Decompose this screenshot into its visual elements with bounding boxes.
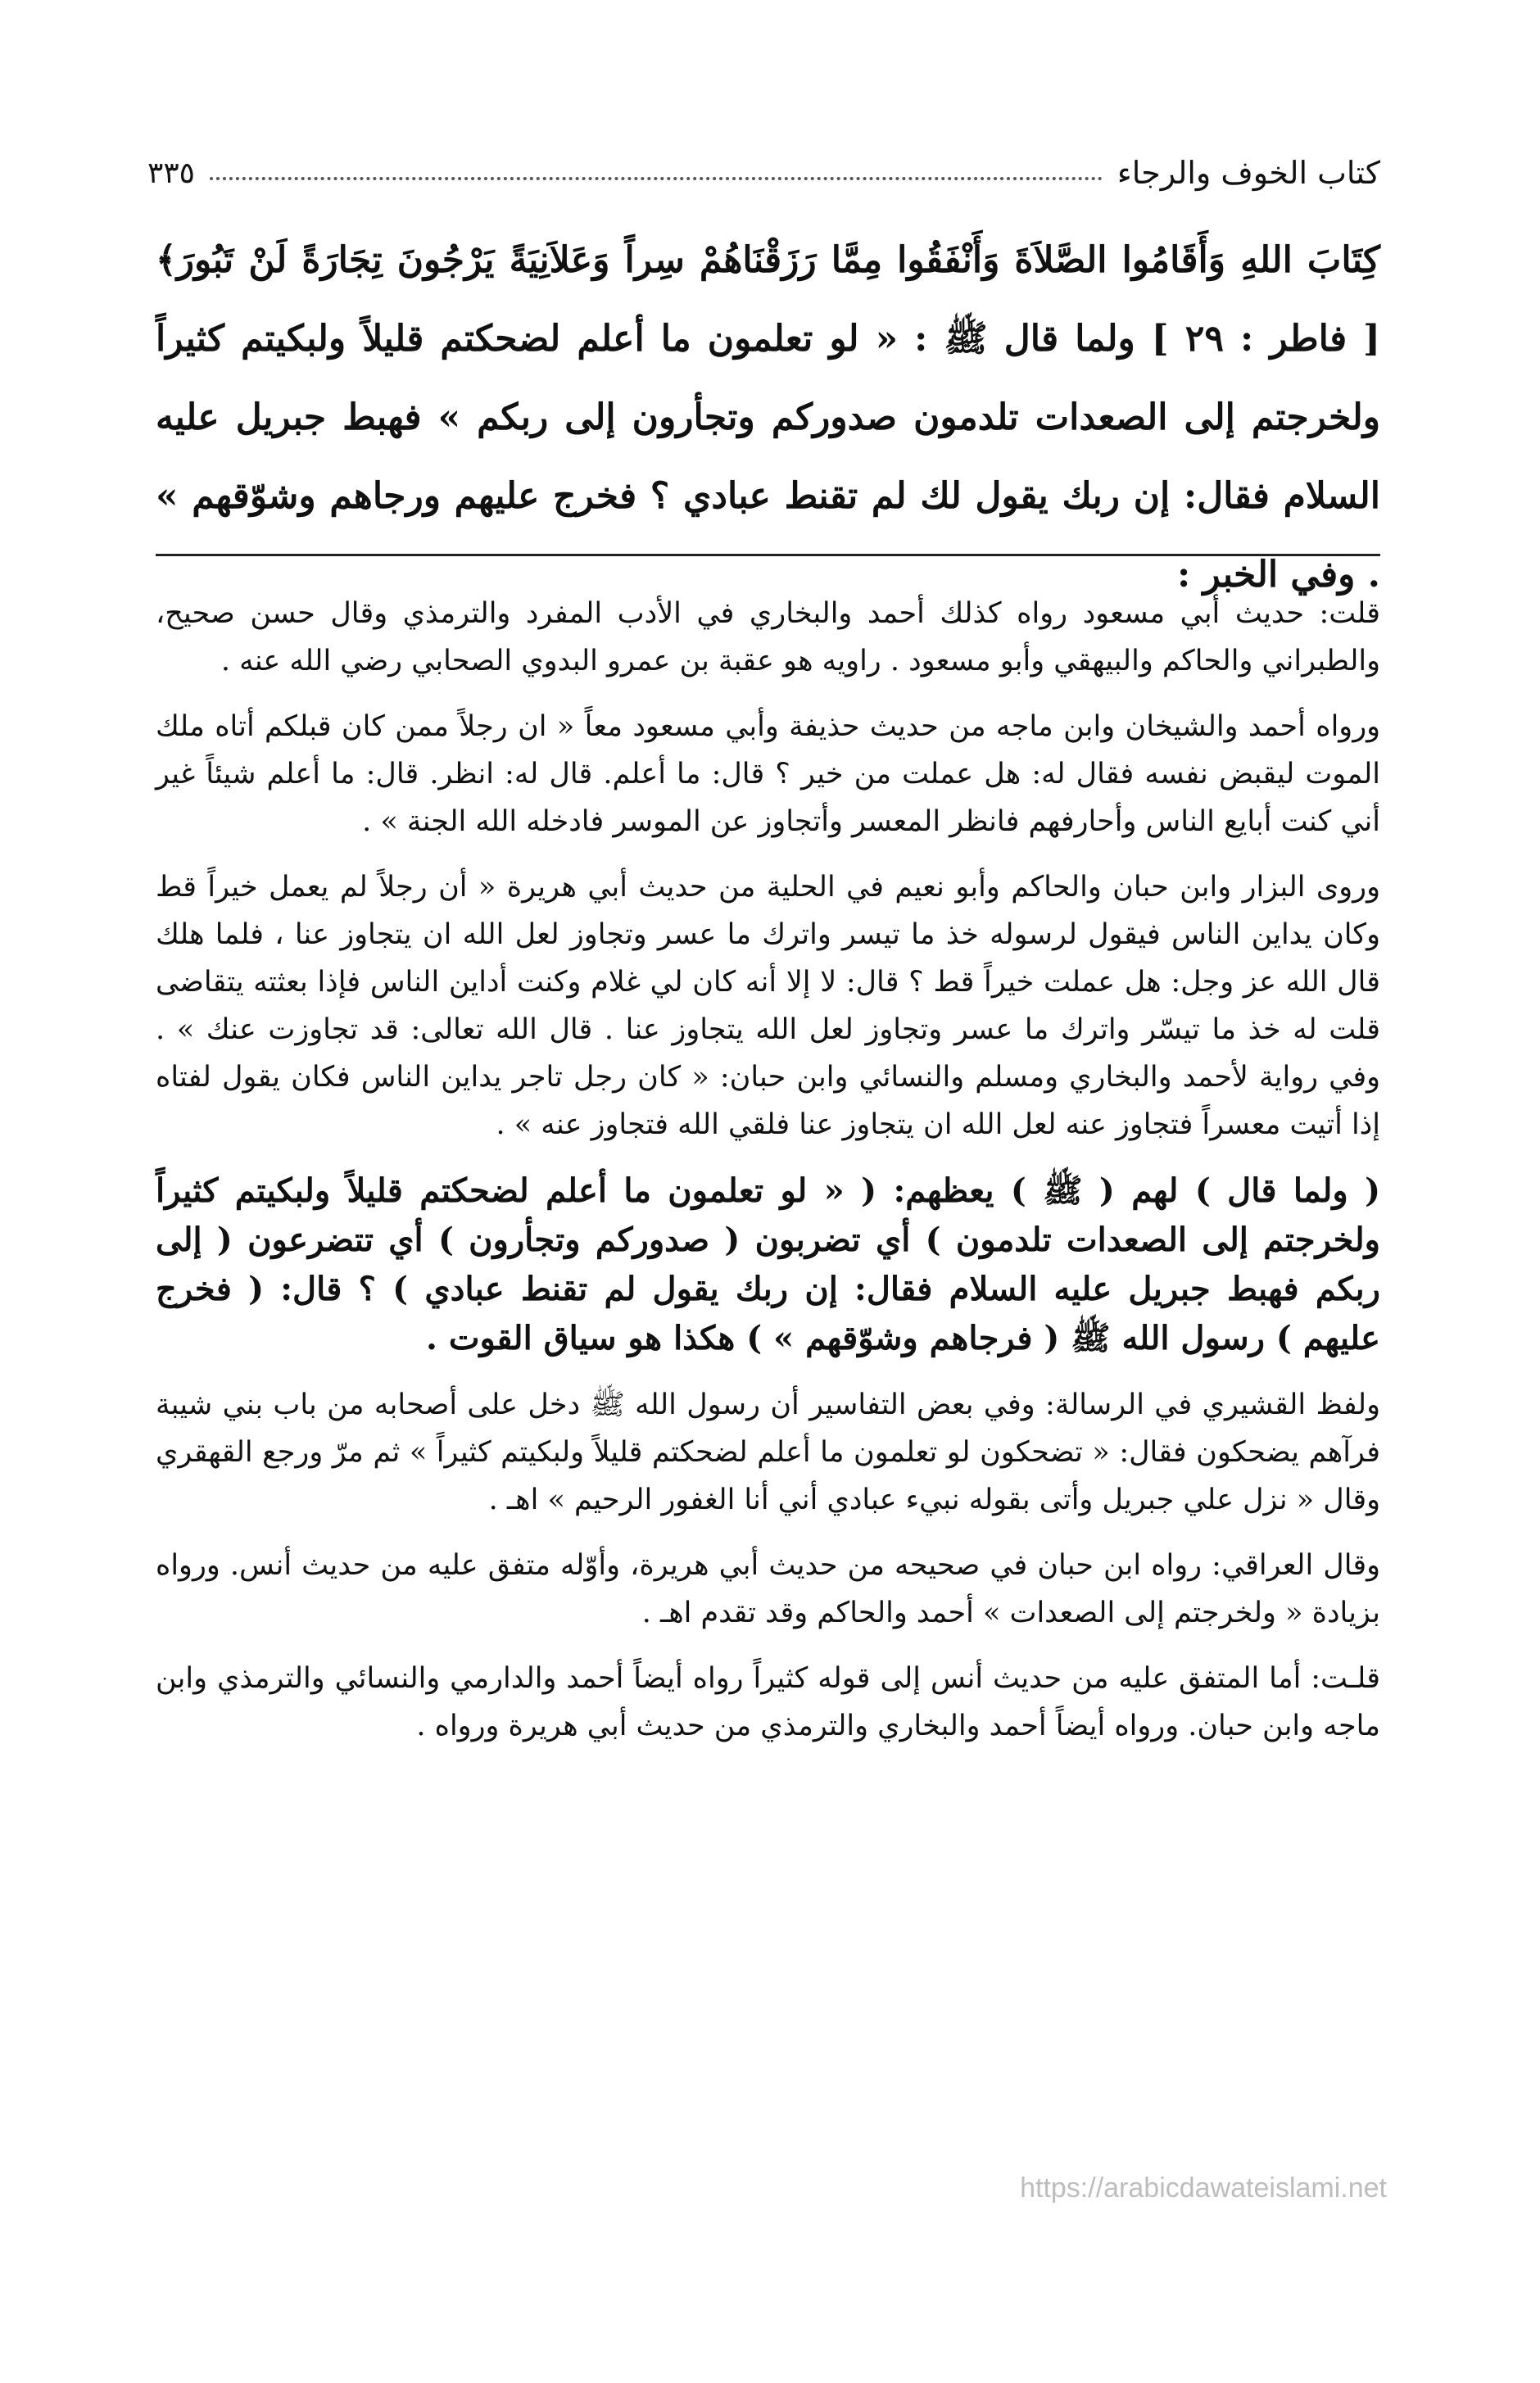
commentary-paragraph-1: قلت: حديث أبي مسعود رواه كذلك أحمد والبخاري في الأدب المفرد والترمذي وقال حسن صحيح، والطبراني والحاكم والبيهقي وأبو مسعود . راويه هو عقبة بن عمرو البدوي الصحابي رضي الله عنه . <box>156 597 1380 677</box>
running-title: كتاب الخوف والرجاء <box>1116 155 1380 191</box>
header-dotted-leader <box>210 177 1103 180</box>
footnote-divider <box>156 554 1380 556</box>
page-number: ٣٣٥ <box>147 156 196 190</box>
watermark-url: https://arabicdawateislami.net <box>1020 2172 1387 2204</box>
page-header <box>147 139 1380 191</box>
main-text: كِتَابَ اللهِ وَأَقَامُوا الصَّلاَةَ وَأَنْفَقُوا مِمَّا رَزَقْنَاهُمْ سِراً وَعَلاَنِيَةً يَرْجُونَ تِجَارَةً لَنْ تَبُورَ﴾ [ فاطر : ٢٩ ] ولما قال ﷺ : « لو تعلمون ما أعلم لضحكتم قليلاً ولبكيتم كثيراً ولخرجتم إلى الصعدات تلدمون صدوركم وتجأرون إلى ربكم » فهبط جبريل عليه السلام فقال: إن ربك يقول لك لم تقنط عبادي ؟ فخرج عليهم ورجاهم وشوّقهم » . وفي الخبر : <box>156 239 1380 596</box>
commentary-paragraph-3: وروى البزار وابن حبان والحاكم وأبو نعيم في الحلية من حديث أبي هريرة « أن رجلاً لم يعمل خيراً قط وكان يداين الناس فيقول لرسوله خذ ما تيسر واترك ما عسر وتجاوز لعل الله ان يتجاوز عنا ، فلما هلك قال الله عز وجل: هل عملت خيراً قط ؟ قال: لا إلا أنه كان لي غلام وكنت أداين الناس فإذا بعثته يتقاضى قلت له خذ ما تيسّر واترك ما عسر وتجاوز لعل الله يتجاوز عنا . قال الله تعالى: قد تجاوزت عنك » . وفي رواية لأحمد والبخاري ومسلم والنسائي وابن حبان: « كان رجل تاجر يداين الناس فكان يقول لفتاه إذا أتيت معسراً فتجاوز عنه لعل الله ان يتجاوز عنا فلقي الله فتجاوز عنه » . <box>156 871 1380 1141</box>
commentary-paragraph-4: ( ولما قال ) لهم ( ﷺ ) يعظهم: ( « لو تعلمون ما أعلم لضحكتم قليلاً ولبكيتم كثيراً ولخرجتم إلى الصعدات تلدمون ) أي تضربون ( صدوركم وتجأرون ) أي تتضرعون ( إلى ربكم فهبط جبريل عليه السلام فقال: إن ربك يقول لم تقنط عبادي ) ؟ قال: ( فخرج عليهم ) رسول الله ﷺ ( فرجاهم وشوّقهم » ) هكذا هو سياق القوت . <box>156 1171 1380 1357</box>
commentary-paragraph-6: وقال العراقي: رواه ابن حبان في صحيحه من حديث أبي هريرة، وأوّله متفق عليه من حديث أنس. ورواه بزيادة « ولخرجتم إلى الصعدات » أحمد والحاكم وقد تقدم اهـ . <box>156 1549 1380 1629</box>
commentary-paragraph-7: قلـت: أما المتفق عليه من حديث أنس إلى قوله كثيراً رواه أيضاً أحمد والدارمي والنسائي والترمذي وابن ماجه وابن حبان. ورواه أيضاً أحمد والبخاري والترمذي من حديث أبي هريرة ورواه . <box>156 1662 1380 1742</box>
commentary-paragraph-5: ولفظ القشيري في الرسالة: وفي بعض التفاسير أن رسول الله ﷺ دخل على أصحابه من باب بني شيبة فرآهم يضحكون فقال: « تضحكون لو تعلمون ما أعلم لضحكتم قليلاً ولبكيتم كثيراً » ثم مرّ ورجع القهقري وقال « نزل علي جبريل وأتى بقوله نبيء عبادي أني أنا الغفور الرحيم » اهـ . <box>156 1389 1380 1516</box>
commentary-paragraph-2: ورواه أحمد والشيخان وابن ماجه من حديث حذيفة وأبي مسعود معاً « ان رجلاً ممن كان قبلكم أتاه ملك الموت ليقبض نفسه فقال له: هل عملت من خير ؟ قال: ما أعلم. قال له: انظر. قال: ما أعلم شيئاً غير أني كنت أبايع الناس وأحارفهم فانظر المعسر وأتجاوز عن الموسر فادخله الله الجنة » . <box>156 710 1380 838</box>
commentary-section <box>156 590 1380 1768</box>
